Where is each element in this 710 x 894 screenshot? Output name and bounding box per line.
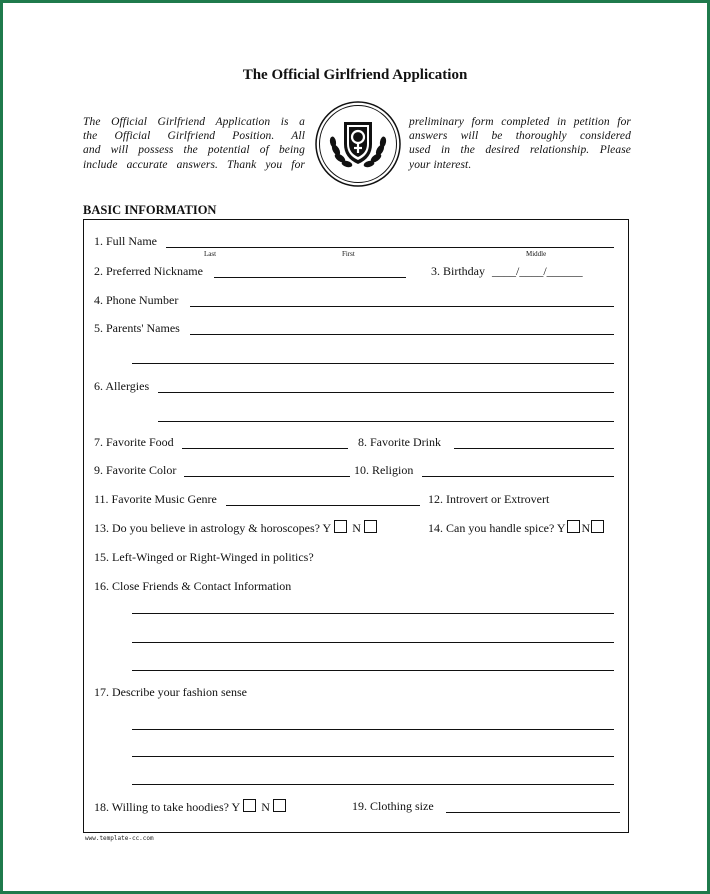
food-field[interactable] [182, 448, 348, 449]
color-field[interactable] [184, 476, 350, 477]
no-label: N [261, 800, 270, 814]
fashion-field-line-2[interactable] [132, 756, 614, 757]
form-box [83, 219, 629, 833]
intro-line: used in the desired relationship. Please [409, 144, 631, 157]
nickname-label: 2. Preferred Nickname [94, 264, 203, 278]
birthday-label: 3. Birthday [431, 264, 485, 278]
religion-field[interactable] [422, 476, 614, 477]
hoodies-label: 18. Willing to take hoodies? [94, 800, 229, 814]
drink-label: 8. Favorite Drink [358, 435, 441, 449]
no-label: N [352, 521, 361, 535]
intro-line: and will possess the potential of being [83, 144, 305, 157]
color-label: 9. Favorite Color [94, 463, 177, 477]
clothing-label: 19. Clothing size [352, 799, 434, 813]
yes-label: Y [231, 800, 241, 814]
full-name-label: 1. Full Name [94, 234, 157, 248]
friends-field-line-2[interactable] [132, 642, 614, 643]
astrology-question [94, 520, 379, 535]
intro-line: The Official Girlfriend Application is a [83, 116, 305, 128]
introvert-label: 12. Introvert or Extrovert [428, 492, 550, 506]
name-sub-middle: Middle [526, 250, 547, 258]
hoodies-no-checkbox[interactable] [273, 799, 286, 812]
friends-field-line-3[interactable] [132, 670, 614, 671]
spice-question [428, 520, 606, 535]
allergies-field-line-2[interactable] [158, 421, 614, 422]
parents-label: 5. Parents' Names [94, 321, 180, 335]
spice-no-checkbox[interactable] [591, 520, 604, 533]
music-field[interactable] [226, 505, 420, 506]
clothing-field[interactable] [446, 812, 620, 813]
astrology-yes-checkbox[interactable] [334, 520, 347, 533]
drink-field[interactable] [454, 448, 614, 449]
intro-line: the Official Girlfriend Position. All [83, 130, 305, 143]
name-sub-first: First [342, 250, 355, 258]
religion-label: 10. Religion [354, 463, 414, 477]
parents-field[interactable] [190, 334, 614, 335]
food-label: 7. Favorite Food [94, 435, 174, 449]
female-symbol-shield-laurel-icon [314, 100, 402, 188]
nickname-field[interactable] [214, 277, 406, 278]
politics-label: 15. Left-Winged or Right-Winged in politics? [94, 550, 314, 564]
intro-line: answers will be thoroughly considered [409, 130, 631, 143]
intro-line: include accurate answers. Thank you for [83, 158, 305, 171]
allergies-field[interactable] [158, 392, 614, 393]
full-name-field[interactable] [166, 247, 614, 248]
birthday-field[interactable]: ____/____/______ [492, 264, 583, 278]
intro-line: your interest. [409, 158, 472, 171]
astrology-label: 13. Do you believe in astrology & horoscopes? [94, 521, 320, 535]
friends-field-line-1[interactable] [132, 613, 614, 614]
section-title: BASIC INFORMATION [83, 203, 217, 217]
phone-label: 4. Phone Number [94, 293, 179, 307]
fashion-field-line-3[interactable] [132, 784, 614, 785]
spice-label: 14. Can you handle spice? [428, 521, 555, 535]
intro-line: preliminary form completed in petition for [409, 116, 631, 128]
spice-yes-checkbox[interactable] [567, 520, 580, 533]
yes-label: Y [322, 521, 332, 535]
hoodies-question [94, 799, 288, 814]
phone-field[interactable] [190, 306, 614, 307]
fashion-label: 17. Describe your fashion sense [94, 685, 247, 699]
friends-label: 16. Close Friends & Contact Information [94, 579, 292, 593]
no-label: N [581, 521, 591, 535]
astrology-no-checkbox[interactable] [364, 520, 377, 533]
name-sub-last: Last [204, 250, 217, 258]
fashion-field-line-1[interactable] [132, 729, 614, 730]
form-title: The Official Girlfriend Application [242, 67, 468, 83]
intro-right [409, 115, 631, 172]
parents-field-line-2[interactable] [132, 363, 614, 364]
allergies-label: 6. Allergies [94, 379, 150, 393]
yes-label: Y [556, 521, 566, 535]
music-label: 11. Favorite Music Genre [94, 492, 217, 506]
intro-left [83, 115, 305, 172]
footer-url: www.template-cc.com [85, 835, 154, 842]
hoodies-yes-checkbox[interactable] [243, 799, 256, 812]
